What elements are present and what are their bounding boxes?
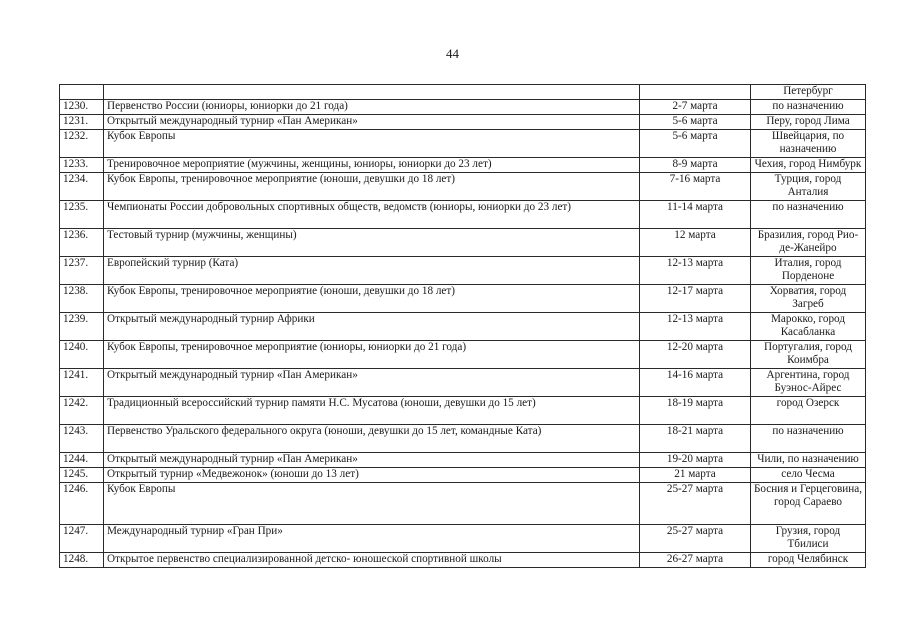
table-row	[60, 453, 866, 468]
event-name: Первенство России (юниоры, юниорки до 21 года)	[104, 100, 640, 115]
row-number: 1247.	[60, 525, 104, 553]
event-place: Аргентина, город Буэнос-Айрес	[751, 369, 866, 397]
table-row	[60, 173, 866, 201]
event-date: 12 марта	[640, 229, 751, 257]
event-name: Международный турнир «Гран При»	[104, 525, 640, 553]
event-name: Открытый международный турнир Африки	[104, 313, 640, 341]
table-row	[60, 100, 866, 115]
event-date: 12-13 марта	[640, 313, 751, 341]
event-name	[104, 85, 640, 100]
event-name: Кубок Европы, тренировочное мероприятие (юниоры, юниорки до 21 года)	[104, 341, 640, 369]
event-date: 5-6 марта	[640, 130, 751, 158]
event-name: Тренировочное мероприятие (мужчины, женщины, юниоры, юниорки до 23 лет)	[104, 158, 640, 173]
event-date	[640, 85, 751, 100]
table-row	[60, 85, 866, 100]
event-place: Грузия, город Тбилиси	[751, 525, 866, 553]
table-row	[60, 425, 866, 453]
row-number: 1234.	[60, 173, 104, 201]
event-name: Первенство Уральского федерального округа (юноши, девушки до 15 лет, командные Ката)	[104, 425, 640, 453]
event-place: по назначению	[751, 201, 866, 229]
table-row	[60, 341, 866, 369]
event-date: 12-20 марта	[640, 341, 751, 369]
table-row	[60, 229, 866, 257]
event-place: по назначению	[751, 100, 866, 115]
event-name: Открытое первенство специализированной детско- юношеской спортивной школы	[104, 553, 640, 568]
event-place: по назначению	[751, 425, 866, 453]
event-name: Кубок Европы	[104, 483, 640, 525]
table-row	[60, 130, 866, 158]
table-row	[60, 369, 866, 397]
event-place: Марокко, город Касабланка	[751, 313, 866, 341]
table-row	[60, 483, 866, 525]
row-number: 1233.	[60, 158, 104, 173]
event-date: 8-9 марта	[640, 158, 751, 173]
row-number: 1240.	[60, 341, 104, 369]
event-date: 25-27 марта	[640, 483, 751, 525]
row-number: 1244.	[60, 453, 104, 468]
event-place: город Озерск	[751, 397, 866, 425]
event-place: Перу, город Лима	[751, 115, 866, 130]
event-date: 21 марта	[640, 468, 751, 483]
row-number: 1232.	[60, 130, 104, 158]
table-row	[60, 525, 866, 553]
event-date: 25-27 марта	[640, 525, 751, 553]
row-number: 1235.	[60, 201, 104, 229]
event-name: Традиционный всероссийский турнир памяти Н.С. Мусатова (юноши, девушки до 15 лет)	[104, 397, 640, 425]
event-date: 12-13 марта	[640, 257, 751, 285]
event-name: Тестовый турнир (мужчины, женщины)	[104, 229, 640, 257]
row-number	[60, 85, 104, 100]
row-number: 1243.	[60, 425, 104, 453]
event-date: 7-16 марта	[640, 173, 751, 201]
table-row	[60, 468, 866, 483]
event-name: Открытый международный турнир «Пан Американ»	[104, 115, 640, 130]
event-name: Кубок Европы, тренировочное мероприятие (юноши, девушки до 18 лет)	[104, 285, 640, 313]
table-row	[60, 115, 866, 130]
event-name: Открытый турнир «Медвежонок» (юноши до 13 лет)	[104, 468, 640, 483]
row-number: 1245.	[60, 468, 104, 483]
event-place: Чехия, город Нимбурк	[751, 158, 866, 173]
event-place: город Челябинск	[751, 553, 866, 568]
row-number: 1241.	[60, 369, 104, 397]
event-date: 5-6 марта	[640, 115, 751, 130]
event-name: Кубок Европы, тренировочное мероприятие (юноши, девушки до 18 лет)	[104, 173, 640, 201]
event-place: Петербург	[751, 85, 866, 100]
event-place: Чили, по назначению	[751, 453, 866, 468]
table-row	[60, 313, 866, 341]
event-date: 2-7 марта	[640, 100, 751, 115]
event-name: Европейский турнир (Ката)	[104, 257, 640, 285]
event-date: 19-20 марта	[640, 453, 751, 468]
event-place: Португалия, город Коимбра	[751, 341, 866, 369]
row-number: 1236.	[60, 229, 104, 257]
table-row	[60, 397, 866, 425]
row-number: 1248.	[60, 553, 104, 568]
event-place: Турция, город Анталия	[751, 173, 866, 201]
event-place: Босния и Герцеговина, город Сараево	[751, 483, 866, 525]
event-name: Кубок Европы	[104, 130, 640, 158]
event-place: Италия, город Порденоне	[751, 257, 866, 285]
row-number: 1246.	[60, 483, 104, 525]
event-place: Бразилия, город Рио-де-Жанейро	[751, 229, 866, 257]
event-place: Швейцария, по назначению	[751, 130, 866, 158]
row-number: 1231.	[60, 115, 104, 130]
event-place: Хорватия, город Загреб	[751, 285, 866, 313]
event-date: 11-14 марта	[640, 201, 751, 229]
event-date: 18-19 марта	[640, 397, 751, 425]
event-date: 26-27 марта	[640, 553, 751, 568]
event-name: Чемпионаты России добровольных спортивных обществ, ведомств (юниоры, юниорки до 23 лет)	[104, 201, 640, 229]
row-number: 1238.	[60, 285, 104, 313]
events-table	[59, 84, 866, 568]
row-number: 1230.	[60, 100, 104, 115]
table-row	[60, 285, 866, 313]
event-place: село Чесма	[751, 468, 866, 483]
event-name: Открытый международный турнир «Пан Американ»	[104, 453, 640, 468]
row-number: 1239.	[60, 313, 104, 341]
table-row	[60, 257, 866, 285]
row-number: 1237.	[60, 257, 104, 285]
row-number: 1242.	[60, 397, 104, 425]
table-row	[60, 553, 866, 568]
event-date: 12-17 марта	[640, 285, 751, 313]
event-name: Открытый международный турнир «Пан Американ»	[104, 369, 640, 397]
event-date: 18-21 марта	[640, 425, 751, 453]
page-number: 44	[446, 46, 459, 61]
event-date: 14-16 марта	[640, 369, 751, 397]
table-row	[60, 201, 866, 229]
table-row	[60, 158, 866, 173]
